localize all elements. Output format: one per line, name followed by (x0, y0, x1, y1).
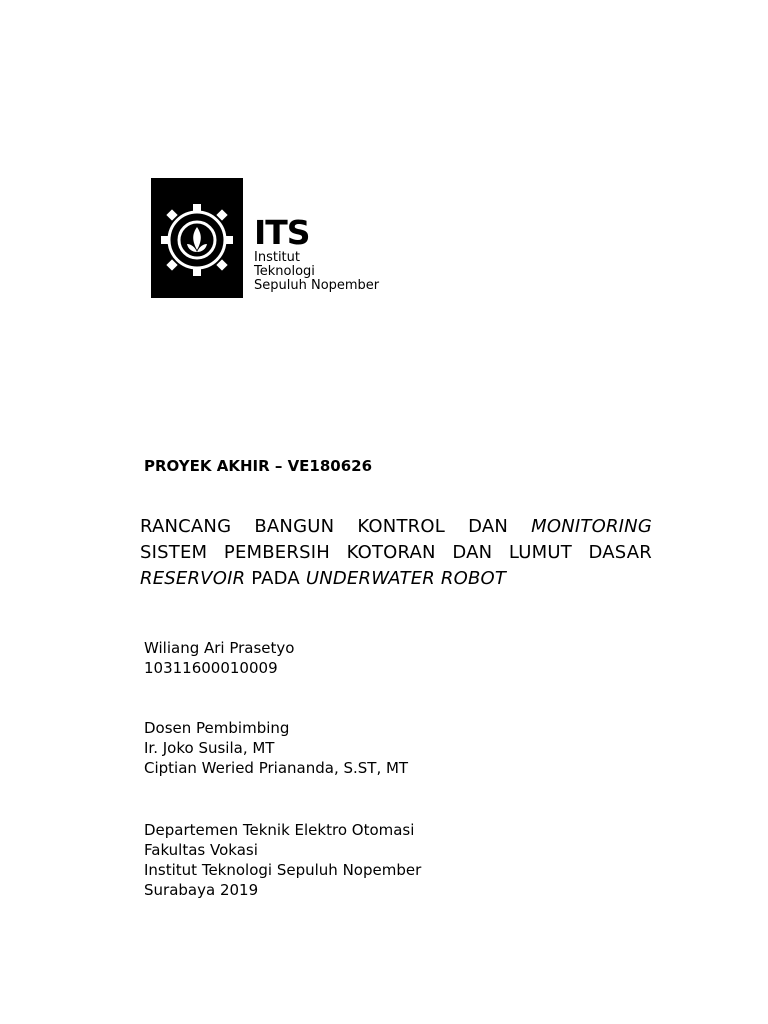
title-part-4: PADA (245, 568, 306, 589)
gear-emblem-icon (157, 200, 237, 280)
author-nrp: 10311600010009 (144, 659, 278, 677)
advisor-label: Dosen Pembimbing (144, 719, 290, 737)
advisor-name: Ciptian Weried Priananda, S.ST, MT (144, 759, 409, 777)
author-block (144, 638, 294, 678)
its-logo (151, 178, 396, 300)
logo-line-teknologi: Teknologi (254, 264, 315, 279)
faculty-name: Fakultas Vokasi (144, 841, 258, 859)
title-italic-underwater-robot: UNDERWATER ROBOT (305, 568, 507, 589)
thesis-title (140, 514, 652, 592)
city-year: Surabaya 2019 (144, 881, 259, 899)
department-name: Departemen Teknik Elektro Otomasi (144, 821, 415, 839)
title-italic-monitoring: MONITORING (531, 516, 652, 537)
institution-name: Institut Teknologi Sepuluh Nopember (144, 861, 422, 879)
its-wordmark: ITS (254, 213, 310, 252)
title-part-2: SISTEM PEMBERSIH KOTORAN DAN LUMUT DASAR (140, 542, 652, 563)
its-emblem-block (151, 178, 243, 298)
logo-line-sepuluh: Sepuluh Nopember (254, 278, 380, 293)
project-code: PROYEK AKHIR – VE180626 (144, 457, 373, 475)
advisor-name: Ir. Joko Susila, MT (144, 739, 275, 757)
title-part-1: RANCANG BANGUN KONTROL DAN (140, 516, 532, 537)
institution-block (144, 820, 421, 900)
advisor-block (144, 718, 408, 778)
logo-line-institut: Institut (254, 250, 300, 265)
title-italic-reservoir: RESERVOIR (140, 568, 246, 589)
author-name: Wiliang Ari Prasetyo (144, 639, 295, 657)
